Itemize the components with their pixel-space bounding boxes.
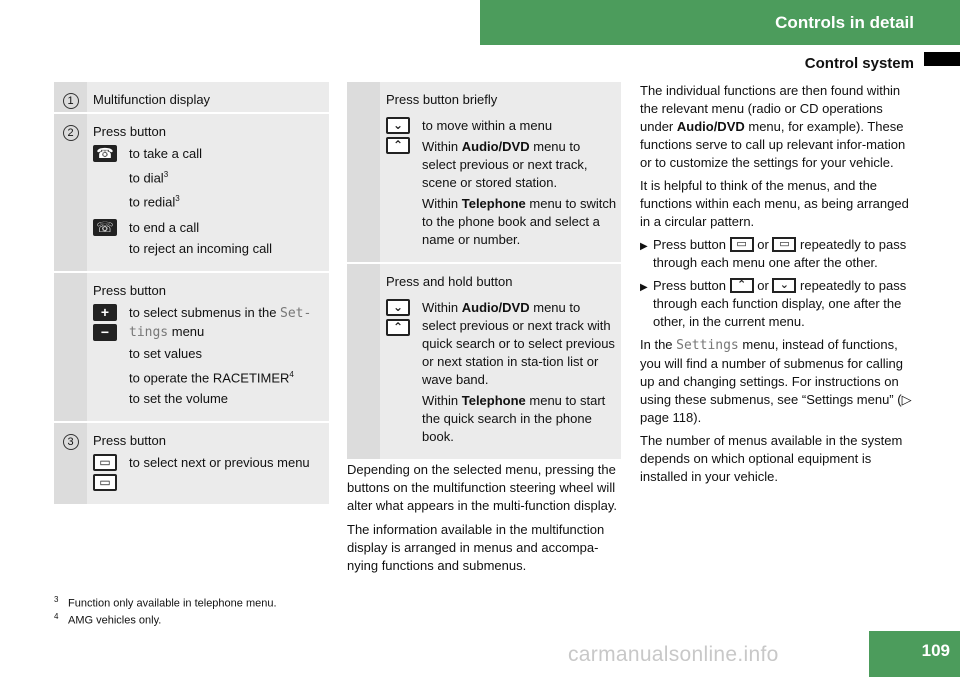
table-row: Press and hold button ⌄ ⌃ Within Audio/DVD menu to select previous or next track with quick search or to select previous or next station in sta-tion list or wave band. Within Telephone menu to start the quick search in the phone book. [347, 264, 621, 461]
chevron-up-icon: ⌄ [386, 117, 410, 134]
menu-back-icon: ▭ [93, 474, 117, 491]
body-text-column2: Depending on the selected menu, pressing the buttons on the multifunction steering wheel will alter what appears in the multi-function display. The information available in the multifunction display is arranged in menus and accompa-nying functions and submenus. [347, 462, 618, 573]
chevron-up-icon: ⌄ [386, 299, 410, 316]
menu-back-icon: ▭ [772, 237, 796, 252]
chevron-down-icon: ⌃ [386, 137, 410, 154]
footnote: $^3$ Function only available in telephone menu. [54, 595, 277, 610]
row-title: Press and hold button [386, 274, 513, 289]
phone-accept-icon: ☎ [93, 145, 117, 162]
page-number: 109 [921, 641, 950, 660]
chevron-up-icon: ⌄ [772, 278, 796, 293]
chevron-down-icon: ⌃ [386, 319, 410, 336]
row-title: Press button briefly [386, 92, 498, 107]
header-marker [924, 52, 960, 66]
row-title: Press button [93, 432, 166, 448]
table-row: 3 Press button ▭ ▭ to select next or previous menu [54, 423, 329, 506]
row-title: Press button [93, 282, 166, 298]
section-title: Controls in detail [775, 13, 914, 32]
bullet-arrow-icon: ▶ [640, 282, 648, 293]
controls-table [54, 82, 329, 506]
buttons-table [347, 82, 621, 461]
page-ref-arrow-icon: ▷ [901, 392, 912, 407]
body-text-column3: The individual functions are then found within the relevant menu (radio or CD operations under Audio/DVD menu, for example). These functions serve to call up relevant infor-mation or to customize the settings for your vehicle. It is helpful to think of the menus, and the functions within each menu, as being arranged in a circular pattern. ▶ Press button ▭ or ▭ repeatedly to pass through each menu one after the other. ▶ Press button ⌃ or ⌄ repeatedly to pass through each function display, one after the other, in the current menu. In the Settings menu, instead of functions, you will find a number of submenus for calling up and changing settings. For instructions on using these submenus, see “Settings menu” (▷ page 118). The number of menus available in the system depends on which optional equipment is installed in your vehicle. [640, 82, 918, 491]
table-row: Press button + − to select submenus in the Set-tings menu to set values to operate the RACETIMER$^4$ to set the volume [54, 273, 329, 423]
bullet-arrow-icon: ▶ [640, 241, 648, 252]
phone-end-icon: ☏ [93, 219, 117, 236]
list-item: ▶ Press button ▭ or ▭ repeatedly to pass through each menu one after the other. [640, 236, 918, 277]
plus-icon: + [93, 304, 117, 321]
table-row [54, 82, 329, 114]
minus-icon: − [93, 324, 117, 341]
footnote: $^4$ AMG vehicles only. [54, 612, 162, 627]
menu-forward-icon: ▭ [730, 237, 754, 252]
page-number-box [869, 631, 960, 677]
section-subtitle: Control system [804, 55, 914, 72]
callout-number: 3 [63, 434, 79, 450]
table-row: 2 Press button ☎ to take a call to dial$^3$ to redial$^3$ ☏ to end a call to reject an incoming call [54, 114, 329, 273]
watermark: carmanualsonline.info [568, 643, 779, 666]
menu-forward-icon: ▭ [93, 454, 117, 471]
callout-number: 2 [63, 125, 79, 141]
list-item: ▶ Press button ⌃ or ⌄ repeatedly to pass through each function display, one after the other, in the current menu. [640, 277, 918, 336]
callout-number: 1 [63, 93, 79, 109]
chevron-down-icon: ⌃ [730, 278, 754, 293]
row-title: Multifunction display [93, 92, 211, 107]
row-title: Press button [93, 124, 166, 139]
table-row: Press button briefly ⌄ ⌃ to move within a menu Within Audio/DVD menu to select previous or next track, scene or stored station. Within Telephone menu to switch to the phone book and select a name or number. [347, 82, 621, 264]
